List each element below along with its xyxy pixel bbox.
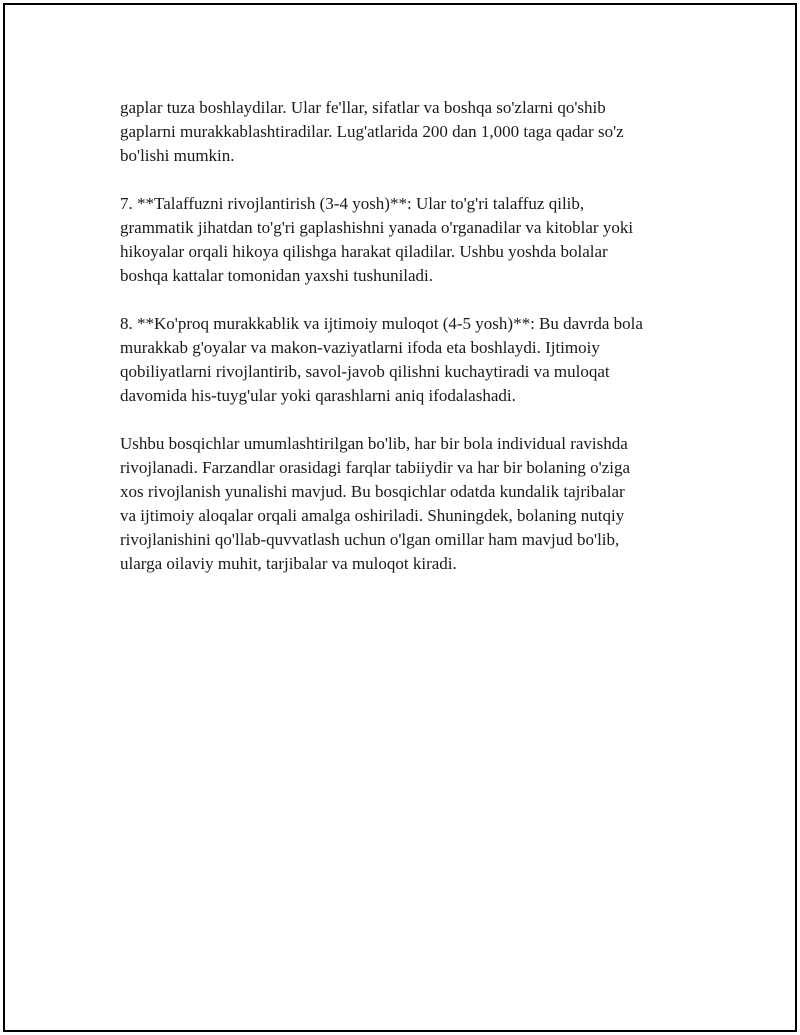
document-page	[3, 3, 797, 1032]
paragraph-item-8: 8. **Ko'proq murakkablik va ijtimoiy muloqot (4-5 yosh)**: Bu davrda bola murakkab g'oyalar va makon-vaziyatlarni ifoda eta boshlaydi. Ijtimoiy qobiliyatlarni rivojlantirib, savol-javob qilishni kuchaytiradi va muloqat davomida his-tuyg'ular yoki qarashlarni aniq ifodalashadi.	[120, 314, 643, 405]
paragraph-item-7: 7. **Talaffuzni rivojlantirish (3-4 yosh)**: Ular to'g'ri talaffuz qilib, grammatik jihatdan to'g'ri gaplashishni yanada o'rganadilar va kitoblar yoki hikoyalar orqali hikoya qilishga harakat qiladilar. Ushbu yoshda bolalar boshqa kattalar tomonidan yaxshi tushuniladi.	[120, 194, 634, 285]
paragraph-continuation: gaplar tuza boshlaydilar. Ular fe'llar, sifatlar va boshqa so'zlarni qo'shib gaplarni murakkablashtiradilar. Lug'atlarida 200 dan 1,000 taga qadar so'z bo'lishi mumkin.	[120, 98, 624, 165]
paragraph-summary: Ushbu bosqichlar umumlashtirilgan bo'lib, har bir bola individual ravishda rivojlanadi. Farzandlar orasidagi farqlar tabiiydir va har bir bolaning o'ziga xos rivojlanish yunalishi mavjud. Bu bosqichlar odatda kundalik tajribalar va ijtimoiy aloqalar orqali amalga oshiriladi. Shuningdek, bolaning nutqiy rivojlanishini qo'llab-quvvatlash uchun o'lgan omillar ham mavjud bo'lib, ularga oilaviy muhit, tarjibalar va muloqot kiradi.	[120, 434, 631, 573]
document-body	[120, 96, 700, 600]
